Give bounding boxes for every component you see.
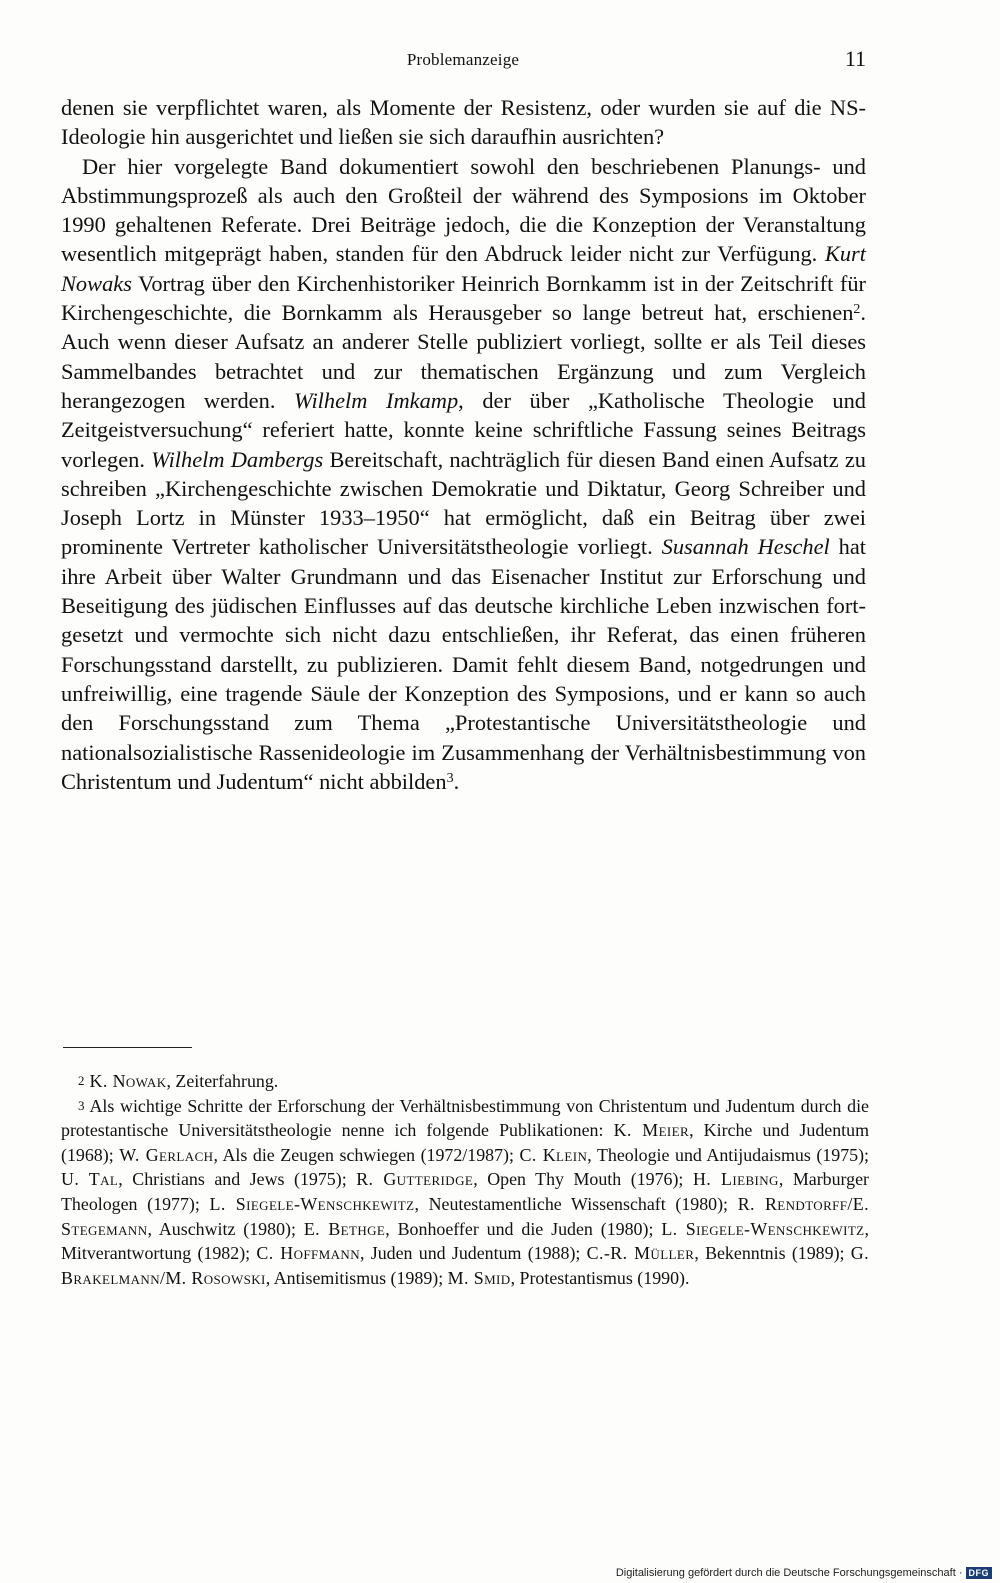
ref-author: L. Siegele-Wenschkewitz [209,1193,415,1214]
ref-author: R. Gutteridge [356,1169,474,1190]
page-header [60,46,866,76]
ref-author: C.-R. Müller [586,1243,695,1264]
footnote-mark: 2 [78,1073,85,1088]
text-run: Bereitschaft, nachträglich für diesen Band einen Aufsatz zu schreiben „Kirchengeschichte zwischen Demokratie und Diktatur, Georg Schreiber und Joseph Lortz in Münster 1933–1950“ hat ermöglicht, daß ein Beitrag über zwei prominente Vertreter katholischer Universitätstheologie vorliegt. [61,446,866,560]
ref-author: L. Siegele-Wenschkewitz [661,1218,865,1239]
footnotes [61,1069,869,1290]
ref-author: W. Gerlach [119,1144,214,1165]
ref-title: , Marburger Theologen (1977); [61,1169,870,1214]
ref-title: , Bekenntnis (1989); [694,1243,851,1264]
footnote-ref-2[interactable]: 2 [853,302,861,318]
main-text [61,93,866,796]
credit-text: Digitalisierung gefördert durch die Deutsche Forschungsgemeinschaft · [615,1567,963,1579]
ref-title: , Als die Zeugen schwiegen (1972/1987); [213,1144,520,1165]
ref-author: R. Rendtorff/E. Stegemann [61,1193,869,1239]
page-number: 11 [844,46,866,71]
footnote-mark: 3 [78,1097,85,1113]
ref-author: G. Brakelmann/M. Rosowski [61,1243,869,1288]
text-run: Vortrag über den Kirchenhistoriker Heinrich Bornkamm ist in der Zeitschrift für Kirchengeschichte, die Bornkamm als Herausgeber so lange betreut hat, erschienen [61,270,866,326]
text-run: . [453,768,460,794]
author-name-italic: Susannah Heschel [661,534,830,560]
dfg-logo: DFG [966,1567,993,1579]
digitization-credit [616,1567,992,1579]
ref-author: C. Hoffmann [256,1243,360,1264]
text-run: , der über „Katholische Theologie und Zeitgeistversuchung“ referiert hatte, konnte keine schriftliche Fassung seines Beitrags vorlegen. [61,387,866,472]
ref-title: , Open Thy Mouth (1976); [473,1169,693,1190]
ref-author: C. Klein [519,1144,588,1165]
footnote-ref-3[interactable]: 3 [446,770,454,786]
author-name-italic: Kurt Nowaks [61,241,866,296]
ref-title: , Antisemitismus (1989); [265,1267,448,1288]
ref-author: U. Tal [61,1169,119,1190]
footnote-text: , Zeiterfahrung. [166,1071,279,1091]
ref-title: , Auschwitz (1980); [147,1218,304,1239]
ref-author: H. Liebing [692,1169,779,1190]
ref-title: , Theologie und Antijudaismus (1975); [587,1144,870,1165]
footnote-text: Als wichtige Schritte der Erforschung der Verhältnisbestimmung von Christentum und Judentum durch die protestantische Universitätstheologie nenne ich folgende Publikationen: [61,1095,869,1141]
paragraph-2 [61,152,866,797]
running-head: Problemanzeige [406,50,520,69]
footnote-separator [63,1047,192,1048]
footnote-author: K. Nowak [89,1071,167,1091]
footnote-3 [61,1094,869,1291]
ref-title: , Christians and Jews (1975); [118,1169,357,1190]
ref-author: K. Meier [613,1120,690,1141]
ref-title: , Neutestamentliche Wissenschaft (1980); [414,1193,738,1214]
ref-title: , Kirche und Judentum (1968); [61,1120,870,1165]
footnote-2 [61,1069,869,1094]
text-run: hat ihre Arbeit über Walter Grundmann und das Eisenacher Institut zur Erforschung und Beseitigung des jüdischen Einflusses auf das deutsche kirchliche Leben inzwischen fortgesetzt und vermochte sich nicht dazu entschließen, ihr Referat, das einen früheren Forschungsstand darstellt, zu publizieren. Damit fehlt diesem Band, notgedrungen und unfreiwillig, eine tragende Säule der Konzeption des Symposions, und er kann so auch den Forschungsstand zum Thema „Protestantische Universitätstheologie und nationalsozialistische Rassenideologie im Zusammenhang der Verhältnisbestimmung von Christentum und Judentum“ nicht abbilden [61,534,866,794]
ref-title: , Juden und Judentum (1988); [359,1243,587,1264]
paragraph-1: denen sie verpflichtet waren, als Momente der Resistenz, oder wurden sie auf die NS-Ideologie hin ausgerichtet und ließen sie sich daraufhin ausrichten? [61,95,866,150]
text-run: . Auch wenn dieser Aufsatz an anderer Stelle publiziert vorliegt, sollte er als Teil dieses Sammelbandes betrachtet und zur thematischen Ergänzung und zum Vergleich herangezogen werden. [61,300,866,413]
text-run: Der hier vorgelegte Band dokumentiert sowohl den beschriebenen Planungs- und Abstimmungsprozeß als auch den Großteil der während des Symposions im Oktober 1990 gehaltenen Referate. Drei Beiträge jedoch, die die Konzeption der Veranstaltung wesentlich mitgeprägt haben, standen für den Abdruck leider nicht zur Verfügung. [61,153,866,267]
author-name-italic: Wilhelm Dambergs [151,446,324,472]
ref-title: , Mitverantwortung (1982); [61,1218,869,1264]
ref-title: , Bonhoeffer und die Juden (1980); [385,1218,662,1239]
author-name-italic: Wilhelm Imkamp [294,387,459,413]
ref-author: M. Smid [447,1267,511,1288]
ref-author: E. Bethge [303,1218,386,1239]
ref-title: , Protestantismus (1990). [510,1267,690,1288]
